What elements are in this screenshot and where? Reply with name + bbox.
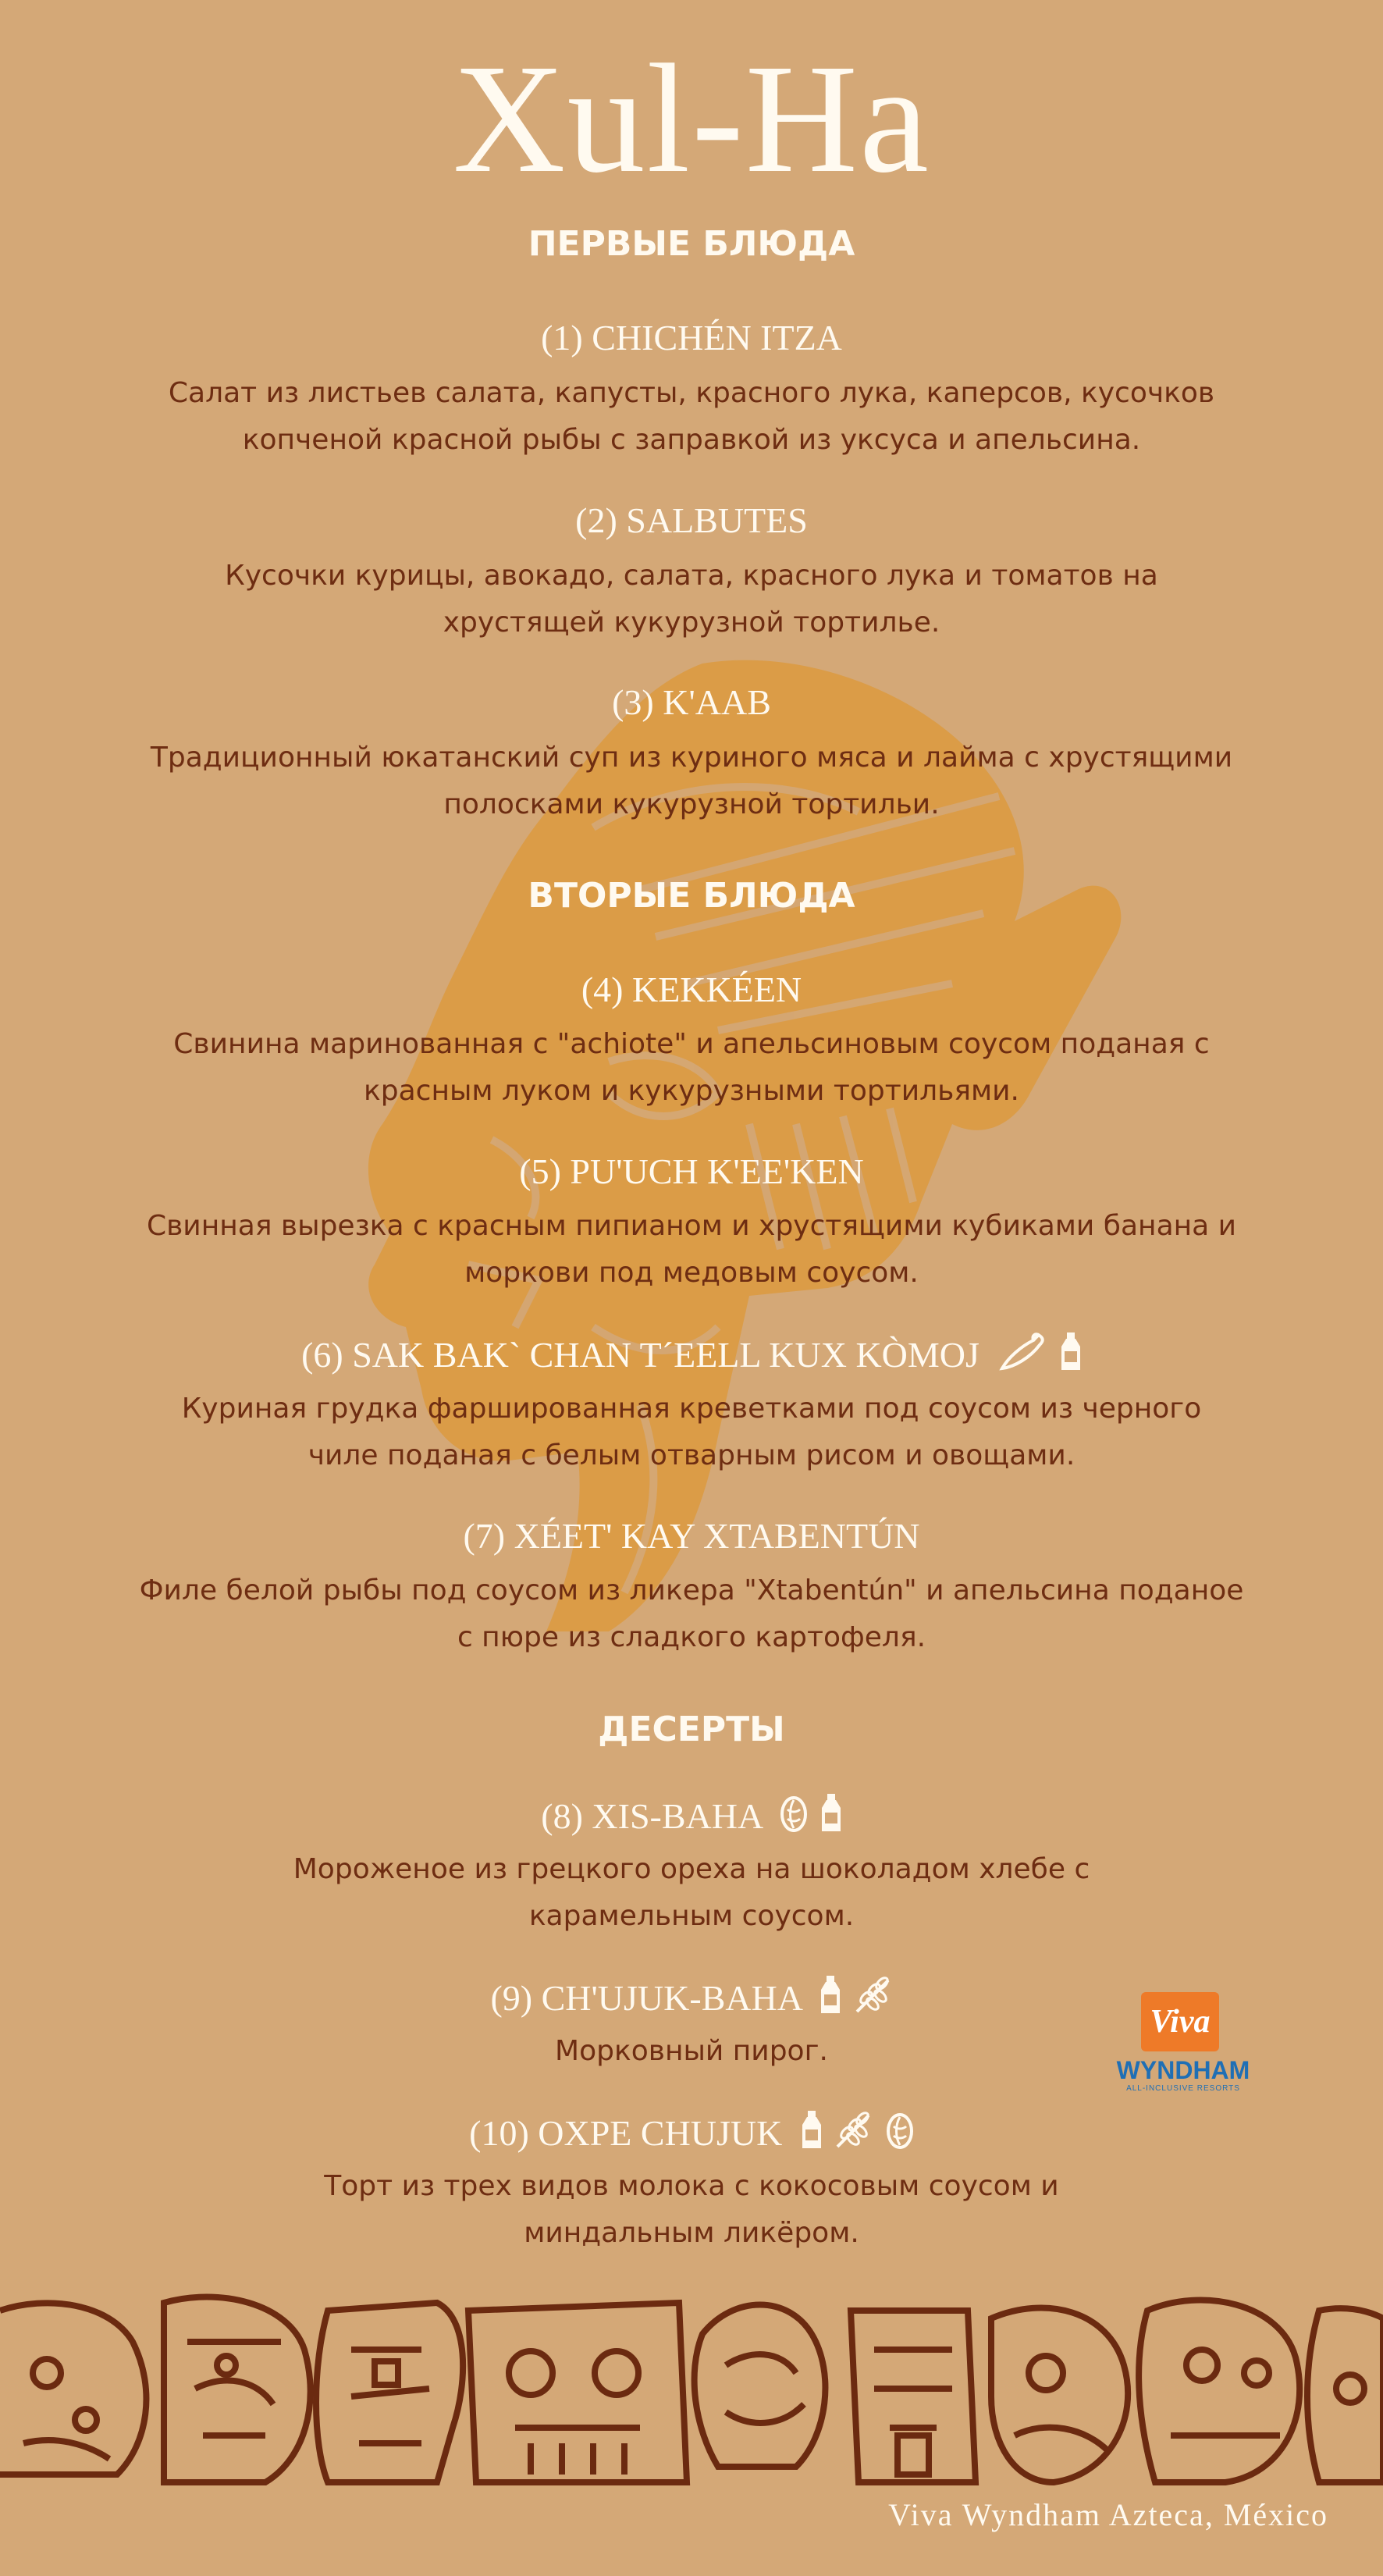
dish-name-8-row	[0, 1792, 1383, 1845]
milk-bottle-icon	[819, 1974, 841, 2015]
dish-description-line: Свинная вырезка с красным пипианом и хрустящими кубиками банана и	[146, 1210, 1237, 1242]
dish-name-2: (2) SALBUTES	[575, 500, 808, 540]
dish-description-line: копченой красной рыбы с заправкой из уксуса и апельсина.	[242, 424, 1141, 456]
dish-name-3: (3) K'AAB	[612, 682, 771, 722]
dish-description-line: Свинина маринованная с "achiote" и апельсиновым соусом поданая с	[173, 1028, 1210, 1060]
dish-description-line: миндальным ликёром.	[524, 2217, 859, 2249]
dish-8-allergen-icons	[777, 1792, 842, 1845]
dish-description-line: Морковный пирог.	[555, 2035, 828, 2067]
wheat-icon	[834, 2111, 873, 2150]
dish-description-line: моркови под медовым соусом.	[464, 1257, 919, 1289]
dish-description-4	[78, 1021, 1305, 1115]
dish-description-1	[78, 370, 1305, 464]
dish-9-allergen-icons	[816, 1974, 893, 2026]
dish-description-3	[78, 735, 1305, 828]
dish-6-allergen-icons	[994, 1331, 1082, 1383]
dish-description-6	[78, 1386, 1305, 1479]
mayan-glyph-band	[0, 2287, 1383, 2490]
dish-description-line: хрустящей кукурузной тортилье.	[443, 607, 940, 639]
section-heading-desserts: ДЕСЕРТЫ	[598, 1710, 785, 1749]
dish-description-line: Традиционный юкатанский суп из куриного мяса и лайма с хрустящими	[150, 742, 1233, 774]
nut-icon	[886, 2111, 914, 2150]
logo-tagline: ALL-INCLUSIVE RESORTS	[1126, 2084, 1240, 2093]
wheat-icon	[854, 1976, 893, 2015]
dish-name-6: (6) SAK BAK` CHAN T´EELL KUX KÒMOJ	[301, 1335, 979, 1375]
milk-bottle-icon	[820, 1792, 842, 1833]
dish-description-line: Салат из листьев салата, капусты, красного лука, каперсов, кусочков	[168, 377, 1215, 409]
dish-description-10	[78, 2163, 1305, 2257]
dish-description-line: Торт из трех видов молока с кокосовым соусом и	[324, 2170, 1059, 2202]
dish-description-line: карамельным соусом.	[528, 1900, 855, 1932]
dish-description-5	[78, 1203, 1305, 1297]
dish-description-line: Мороженое из грецкого ореха на шоколадом хлебе с	[293, 1853, 1090, 1885]
dish-description-2	[78, 553, 1305, 646]
dish-name-5: (5) PU'UCH K'EE'KEN	[519, 1151, 864, 1191]
dish-name-10: (10) OXPE CHUJUK	[469, 2113, 783, 2153]
dish-name-6-row	[0, 1331, 1383, 1383]
dish-description-line: Кусочки курицы, авокадо, салата, красного лука и томатов на	[225, 560, 1158, 592]
footer-location: Viva Wyndham Azteca, México	[888, 2497, 1328, 2532]
dish-name-1: (1) CHICHÉN ITZA	[541, 318, 842, 358]
dish-description-8	[78, 1846, 1305, 1940]
restaurant-title-text: Xul-Ha	[453, 33, 930, 205]
dish-name-8: (8) XIS-BAHA	[541, 1796, 762, 1836]
milk-bottle-icon	[801, 2109, 823, 2150]
milk-bottle-icon	[1060, 1331, 1082, 1372]
dish-description-line: с пюре из сладкого картофеля.	[457, 1621, 926, 1653]
restaurant-title	[0, 30, 1383, 209]
dish-name-10-row	[0, 2109, 1383, 2161]
dish-description-line: Куриная грудка фаршированная креветками под соусом из черного	[181, 1393, 1202, 1425]
section-heading-mains: ВТОРЫЕ БЛЮДА	[528, 876, 855, 916]
nut-icon	[780, 1794, 808, 1833]
logo-brand: WYNDHAM	[1116, 2056, 1250, 2084]
dish-description-line: чиле поданая с белым отварным рисом и овощами.	[308, 1439, 1075, 1471]
chili-icon	[997, 1331, 1047, 1372]
dish-description-line: полосками кукурузной тортильи.	[443, 788, 940, 820]
viva-wyndham-logo	[1110, 1992, 1266, 2094]
dish-description-line: красным луком и кукурузными тортильями.	[364, 1075, 1019, 1107]
logo-badge: Viva	[1141, 1992, 1219, 2051]
dish-description-line: Филе белой рыбы под соусом из ликера "Xtabentún" и апельсина поданое	[139, 1574, 1244, 1606]
dish-name-9: (9) CH'UJUK-BAHA	[490, 1978, 802, 2018]
dish-description-7	[78, 1567, 1305, 1661]
dish-name-4: (4) KEKKÉEN	[581, 970, 802, 1009]
dish-10-allergen-icons	[798, 2109, 914, 2161]
section-heading-starters: ПЕРВЫЕ БЛЮДА	[528, 224, 855, 264]
dish-name-7: (7) XÉET' KAY XTABENTÚN	[463, 1516, 920, 1556]
